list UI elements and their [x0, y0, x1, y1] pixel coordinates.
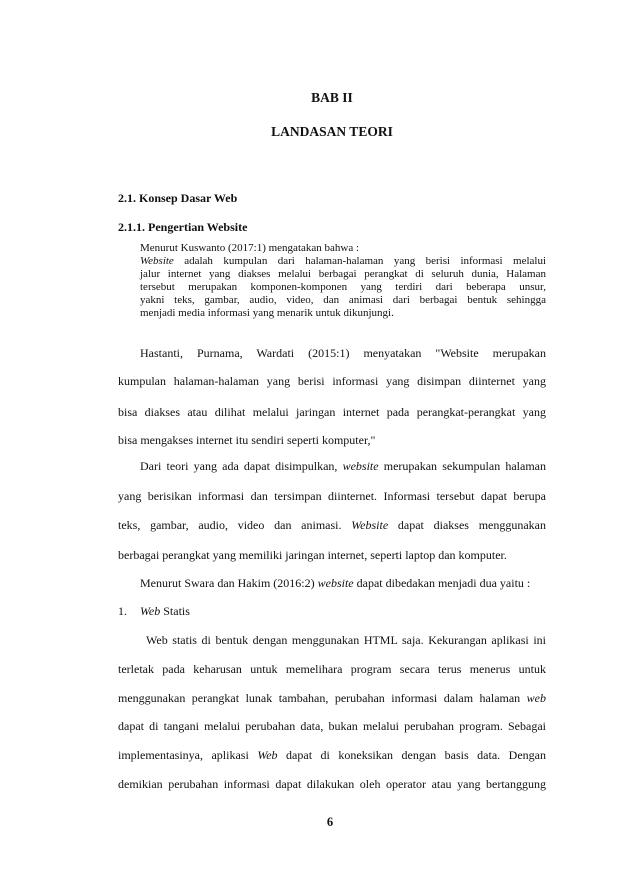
paragraph-4-line-3-a: menggunakan perangkat lunak tambahan, perubahan informasi dalam halaman [118, 691, 527, 705]
paragraph-2-line-3 [118, 518, 546, 532]
chapter-title: LANDASAN TEORI [271, 124, 393, 139]
quote-intro: Menurut Kuswanto (2017:1) mengatakan bahwa : [140, 242, 360, 254]
paragraph-3-line-1-a: Menurut Swara dan Hakim (2016:2) [140, 576, 318, 590]
web-term: Web [257, 748, 278, 762]
paragraph-4-line-2: terletak pada keharusan untuk memelihara program secara terus menerus untuk [118, 662, 546, 676]
quote-line-1 [140, 255, 546, 268]
list-item-1-number: 1. [118, 604, 127, 618]
paragraph-1-line-3: bisa diakses atau dilihat melalui jaringan internet pada perangkat-perangkat yang [118, 405, 546, 419]
paragraph-1-line-4: bisa mengakses internet itu sendiri seperti komputer," [118, 433, 376, 447]
paragraph-2-line-1-a: Dari teori yang ada dapat disimpulkan, [140, 459, 343, 473]
paragraph-4-line-3 [118, 691, 546, 705]
website-term: website [342, 459, 379, 473]
quote-line-3: tersebut merupakan komponen-komponen yang terdiri dari beberapa unsur, [140, 281, 546, 293]
paragraph-1-line-2: kumpulan halaman-halaman yang berisi informasi yang disimpan diinternet yang [118, 374, 546, 388]
paragraph-2-line-4: berbagai perangkat yang memiliki jaringan internet, seperti laptop dan komputer. [118, 548, 507, 562]
quote-website-term: Website [140, 255, 174, 267]
quote-line-5: menjadi media informasi yang menarik untuk dikunjungi. [140, 307, 394, 319]
section-heading: 2.1. Konsep Dasar Web [118, 191, 238, 205]
web-term: Web [140, 604, 161, 618]
web-term: web [526, 691, 546, 705]
paragraph-2-line-2: yang berisikan informasi dan tersimpan diinternet. Informasi tersebut dapat berupa [118, 489, 546, 503]
paragraph-2-line-3-b: dapat diakses menggunakan [388, 518, 547, 532]
website-term: Website [351, 518, 389, 532]
paragraph-4-line-5-b: dapat di koneksikan dengan basis data. Dengan [277, 748, 546, 762]
paragraph-1-line-1: Hastanti, Purnama, Wardati (2015:1) menyatakan "Website merupakan [140, 346, 546, 360]
paragraph-4-line-5 [118, 748, 546, 762]
list-item-1-label-rest: Statis [160, 604, 190, 618]
page-number: 6 [326, 815, 334, 829]
paragraph-4-line-4: dapat di tangani melalui perubahan data, bukan melalui perubahan program. Sebagai [118, 719, 546, 733]
quote-line-2: jalur internet yang diakses melalui berbagai perangkat di seluruh dunia, Halaman [140, 268, 546, 280]
paragraph-3-line-1 [140, 576, 530, 590]
block-quote [140, 242, 546, 320]
paragraph-4-line-6: demikian perubahan informasi dapat dilakukan oleh operator atau yang bertanggung [118, 777, 546, 791]
website-term: website [317, 576, 354, 590]
quote-line-4: yakni teks, gambar, audio, video, dan animasi dari berbagai bentuk sehingga [140, 294, 546, 306]
paragraph-2-line-1 [140, 459, 546, 473]
chapter-number: BAB II [311, 90, 353, 105]
paragraph-4-line-5-a: implementasinya, aplikasi [118, 748, 258, 762]
quote-line-1-text: adalah kumpulan dari halaman-halaman yang berisi informasi melalui [173, 255, 546, 267]
subsection-heading: 2.1.1. Pengertian Website [118, 220, 248, 234]
paragraph-2-line-3-a: teks, gambar, audio, video dan animasi. [118, 518, 352, 532]
list-item-1-label [140, 604, 190, 618]
paragraph-2-line-1-b: merupakan sekumpulan halaman [378, 459, 547, 473]
paragraph-4-line-1: Web statis di bentuk dengan menggunakan HTML saja. Kekurangan aplikasi ini [146, 633, 546, 647]
paragraph-3-line-1-b: dapat dibedakan menjadi dua yaitu : [353, 576, 531, 590]
